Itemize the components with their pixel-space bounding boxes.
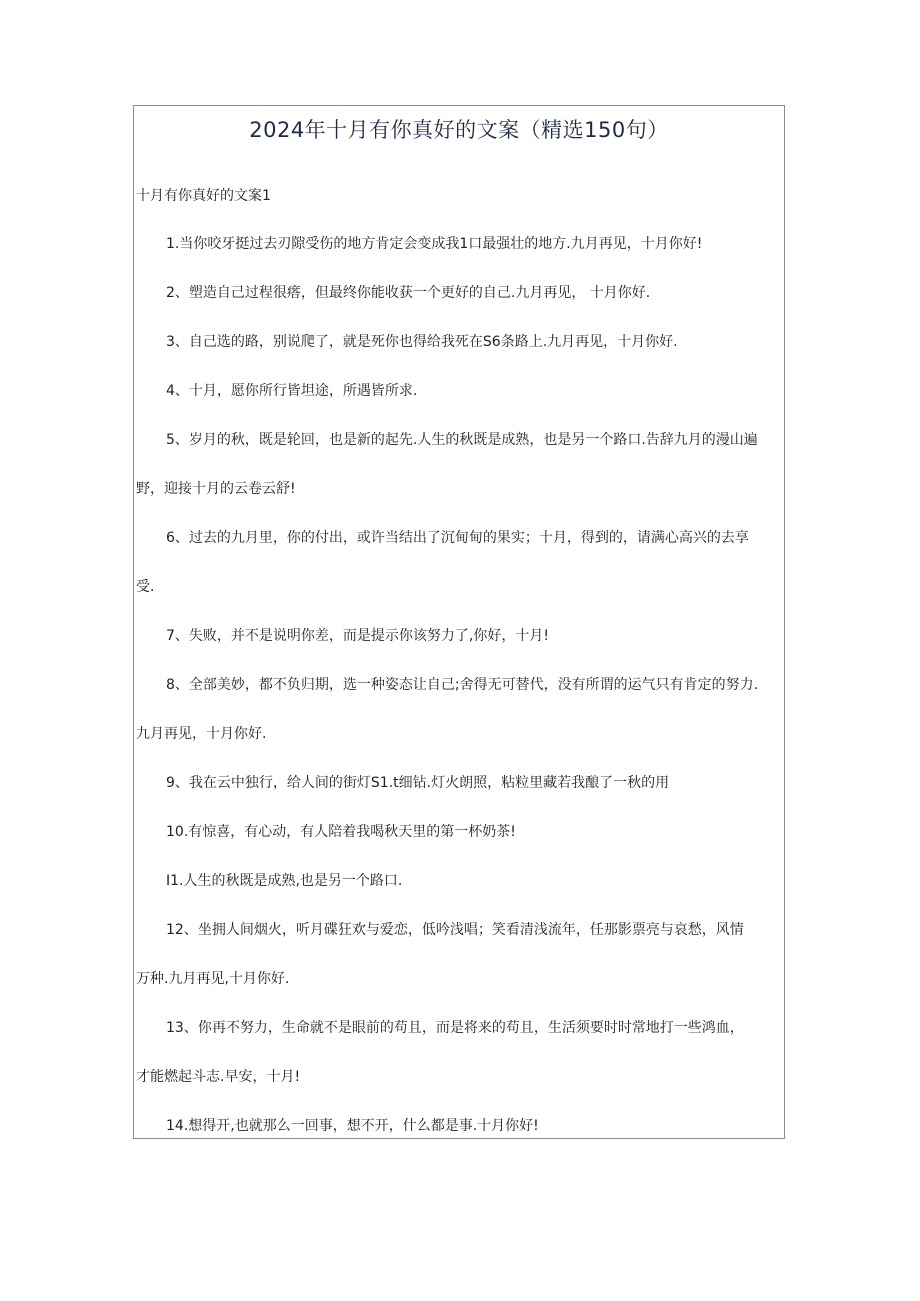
text-line: 10.有惊喜，有心动，有人陪着我喝秋天里的第一杯奶茶! xyxy=(166,824,516,840)
section-heading: 十月有你真好的文案1 xyxy=(136,188,271,204)
text-line: 8、全部美妙，都不负归期，选一种姿态让自己;舍得无可替代，没有所谓的运气只有肯定的努力. xyxy=(166,677,759,693)
text-line: 2、塑造自己过程很瘩，但最终你能收获一个更好的自己.九月再见， 十月你好. xyxy=(166,285,651,301)
text-line: 受. xyxy=(136,579,155,595)
text-line: 1.当你咬牙挺过去刃隙受伤的地方肯定会变成我1口最强壮的地方.九月再见，十月你好! xyxy=(166,236,703,252)
text-line: 6、过去的九月里，你的付出，或许当结出了沉甸甸的果实；十月，得到的，请满心高兴的去享 xyxy=(166,530,749,546)
text-line: 万种.九月再见,十月你好. xyxy=(136,971,290,987)
text-line: 九月再见，十月你好. xyxy=(136,726,267,742)
text-line: 7、失败，并不是说明你差，而是提示你该努力了,你好，十月! xyxy=(166,628,549,644)
document-title: 2024年十月有你真好的文案（精选150句） xyxy=(249,118,669,142)
text-line: 5、岁月的秋，既是轮回，也是新的起先.人生的秋既是成熟，也是另一个路口.告辞九月的漫山遍 xyxy=(166,432,758,448)
text-line: 9、我在云中独行，给人间的街灯S1.t细钻.灯火朗照，粘粒里藏若我酿了一秋的用 xyxy=(166,775,670,791)
text-line: 3、自己选的路，别说爬了，就是死你也得给我死在S6条路上.九月再见，十月你好. xyxy=(166,334,678,350)
text-line: 12、坐拥人间烟火，听月碟狂欢与爱恋，低吟浅唱；笑看清浅流年，任那影票亮与哀愁，风情 xyxy=(166,922,744,938)
text-line: 野，迎接十月的云卷云舒! xyxy=(136,481,296,497)
text-line: 13、你再不努力，生命就不是眼前的苟且，而是将来的苟且，生活须要时时常地打一些鸿血， xyxy=(166,1020,744,1036)
text-line: 4、十月，愿你所行皆坦途，所遇皆所求. xyxy=(166,383,418,399)
text-line: 14.想得开,也就那么一回事，想不开，什么都是事.十月你好! xyxy=(166,1118,539,1134)
text-line: 才能燃起斗志.早安，十月! xyxy=(136,1069,301,1085)
text-line: I1.人生的秋既是成熟,也是另一个路口. xyxy=(166,873,403,889)
